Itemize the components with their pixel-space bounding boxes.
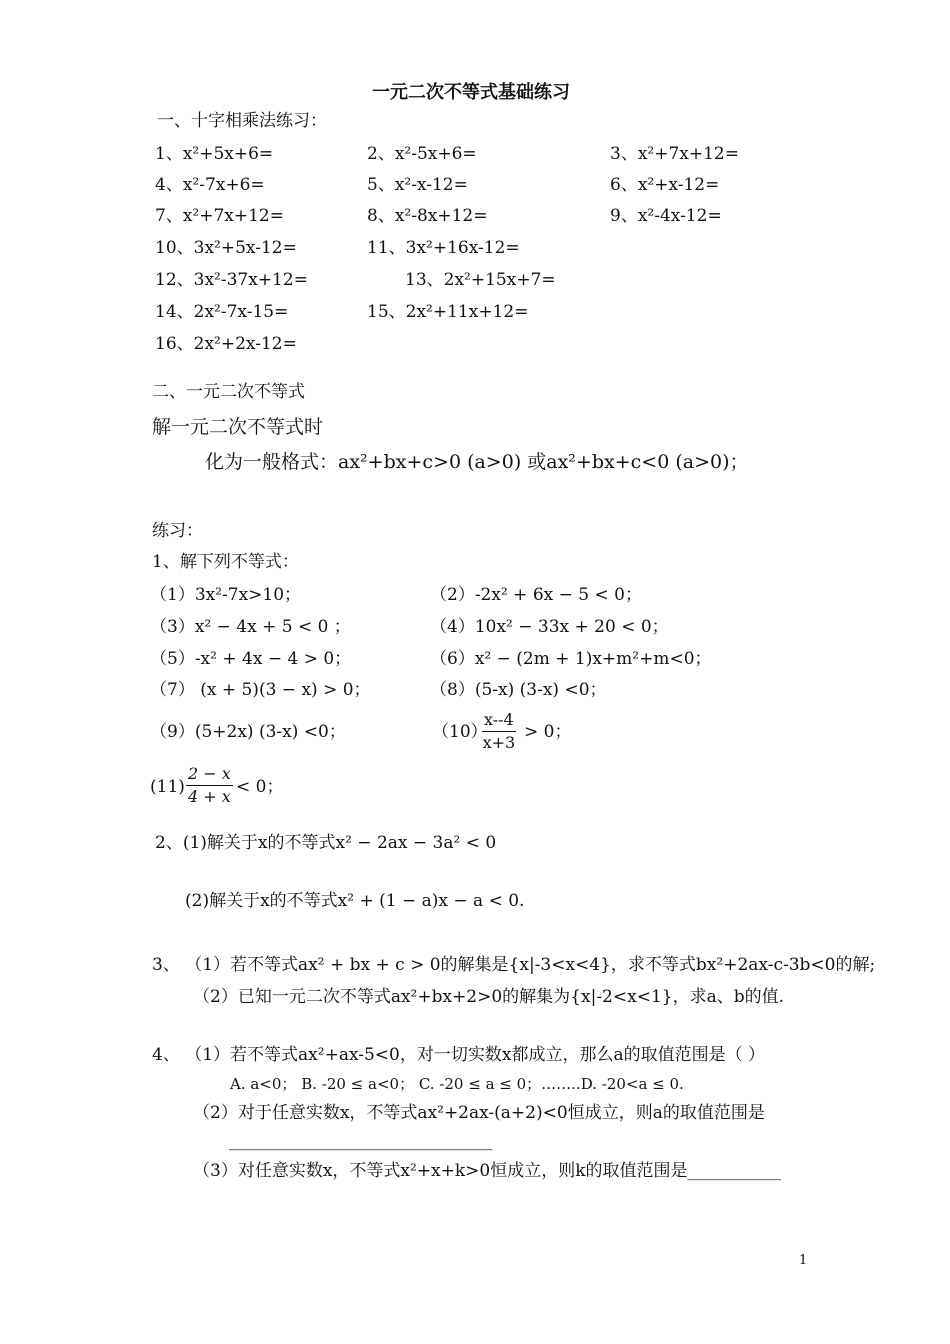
inequality-item-10-prefix: （10）	[432, 722, 488, 742]
section2-rule: 化为一般格式：ax²+bx+c>0 (a>0) 或ax²+bx+c<0 (a>0)；	[205, 451, 749, 473]
answer-blank: _______________________________	[229, 1131, 493, 1151]
fraction-denominator: 4 + x	[188, 787, 231, 806]
question-3-part2: （2）已知一元二次不等式ax²+bx+2>0的解集为{x|-2<x<1}，求a、b的值.	[193, 987, 785, 1007]
inequality-item: （7） (x + 5)(3 − x) > 0；	[150, 680, 371, 700]
inequality-item: （2）-2x² + 6x − 5 < 0；	[430, 585, 642, 605]
exercise-item: 13、2x²+15x+7=	[405, 270, 556, 290]
exercise-item: 5、x²-x-12=	[367, 175, 468, 195]
exercise-item: 15、2x²+11x+12=	[367, 302, 529, 322]
inequality-item: （5）-x² + 4x − 4 > 0；	[150, 649, 352, 669]
document-title: 一元二次不等式基础练习	[372, 82, 570, 103]
exercise-item: 14、2x²-7x-15=	[155, 302, 289, 322]
fraction-denominator: x+3	[482, 733, 516, 752]
exercise-item: 10、3x²+5x-12=	[155, 238, 297, 258]
exercise-item: 8、x²-8x+12=	[367, 206, 488, 226]
exercise-item: 6、x²+x-12=	[610, 175, 720, 195]
page-number: 1	[799, 1253, 808, 1268]
inequality-item: （4）10x² − 33x + 20 < 0；	[430, 617, 669, 637]
exercise-item: 3、x²+7x+12=	[610, 144, 739, 164]
question-2-part2: (2)解关于x的不等式x² + (1 − a)x − a < 0.	[185, 891, 525, 911]
fraction-numerator: 2 − x	[186, 765, 233, 786]
inequality-item: （6）x² − (2m + 1)x+m²+m<0；	[430, 649, 712, 669]
inequality-item: （1）3x²-7x>10；	[150, 585, 302, 605]
fraction-item-10	[482, 711, 516, 752]
question-4-options: A. a<0； B. -20 ≤ a<0； C. -20 ≤ a ≤ 0；……..D. -20<a ≤ 0.	[230, 1075, 684, 1093]
inequality-item-11-prefix: (11)	[150, 777, 185, 797]
exercise-item: 16、2x²+2x-12=	[155, 334, 297, 354]
question-3-part1: 3、 （1）若不等式ax² + bx + c > 0的解集是{x|-3<x<4}，求不等式bx²+2ax-c-3b<0的解;	[152, 955, 876, 975]
section2-heading: 二、一元二次不等式	[152, 382, 305, 402]
practice-heading: 练习：	[152, 521, 203, 541]
inequality-item: （3）x² − 4x + 5 < 0 ；	[150, 617, 351, 637]
inequality-item: （8）(5-x) (3-x) <0；	[430, 680, 607, 700]
question-4-part2: （2）对于任意实数x，不等式ax²+2ax-(a+2)<0恒成立，则a的取值范围是	[193, 1103, 765, 1123]
exercise-item: 11、3x²+16x-12=	[367, 238, 520, 258]
exercise-item: 2、x²-5x+6=	[367, 144, 477, 164]
fraction-item-11	[186, 765, 233, 806]
section1-heading: 一、十字相乘法练习：	[157, 111, 327, 131]
exercise-item: 12、3x²-37x+12=	[155, 270, 308, 290]
exercise-item: 4、x²-7x+6=	[155, 175, 265, 195]
section2-intro: 解一元二次不等式时	[152, 416, 324, 438]
question-1-label: 1、解下列不等式：	[152, 552, 299, 572]
inequality-item: （9）(5+2x) (3-x) <0；	[150, 722, 346, 742]
inequality-item-10-suffix: > 0；	[524, 722, 572, 742]
exercise-item: 1、x²+5x+6=	[155, 144, 274, 164]
fraction-numerator: x--4	[482, 711, 516, 732]
question-2-part1: 2、(1)解关于x的不等式x² − 2ax − 3a² < 0	[155, 833, 497, 853]
exercise-item: 7、x²+7x+12=	[155, 206, 284, 226]
question-4-part1: 4、 （1）若不等式ax²+ax-5<0，对一切实数x都成立，那么a的取值范围是（ ）	[152, 1045, 765, 1065]
exercise-item: 9、x²-4x-12=	[610, 206, 722, 226]
inequality-item-11-suffix: < 0；	[236, 777, 284, 797]
question-4-part3: （3）对任意实数x，不等式x²+x+k>0恒成立，则k的取值范围是___________	[193, 1161, 782, 1181]
